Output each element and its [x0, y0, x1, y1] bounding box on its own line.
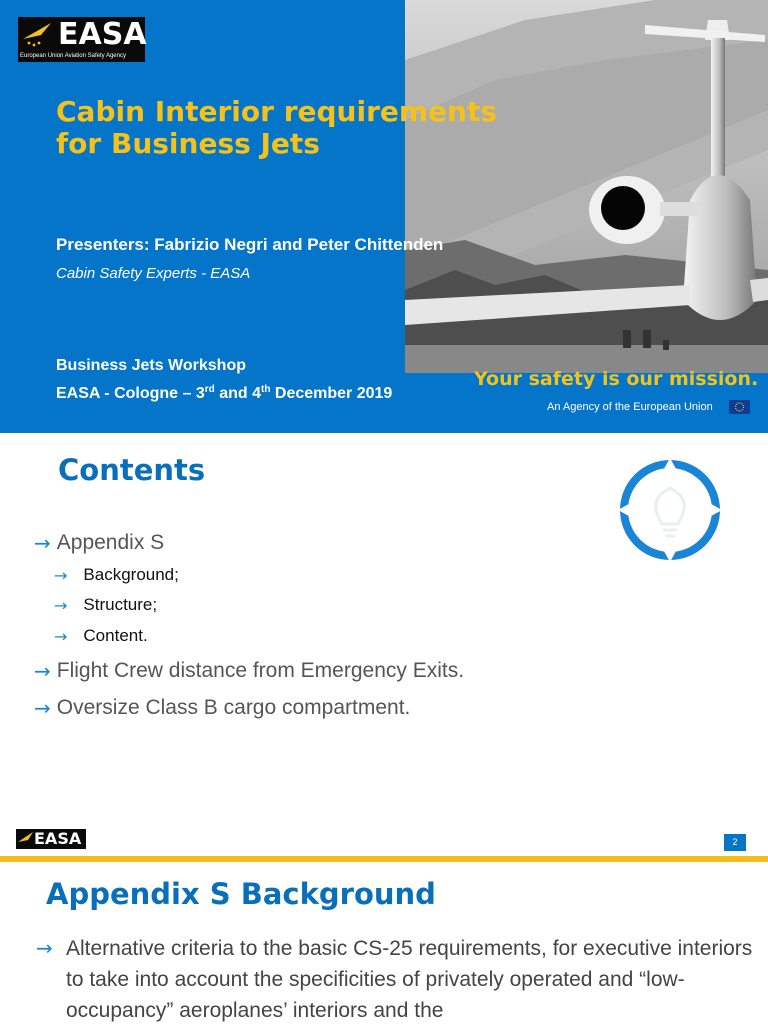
arrow-right-icon: →	[34, 531, 51, 555]
background-slide	[0, 863, 768, 1024]
arrow-right-icon: →	[34, 659, 51, 683]
list-item-text: Oversize Class B cargo compartment.	[56, 696, 411, 719]
footer-logo-text: EASA	[34, 829, 82, 848]
list-item-text: Flight Crew distance from Emergency Exits.	[56, 659, 465, 682]
list-item	[34, 659, 464, 683]
contents-slide	[0, 433, 768, 858]
experts-line: Cabin Safety Experts - EASA	[56, 265, 251, 282]
arrow-right-icon: →	[36, 936, 53, 960]
title-slide	[0, 0, 768, 433]
lightbulb-icon	[618, 458, 722, 562]
agency-line: An Agency of the European Union	[547, 401, 713, 413]
list-item-text: Content.	[83, 626, 148, 645]
list-item-text: Appendix S	[56, 531, 165, 554]
slide-title: Contents	[58, 453, 206, 487]
list-item	[54, 595, 157, 615]
easa-wing-icon	[21, 21, 55, 49]
easa-wing-icon	[17, 830, 35, 848]
list-item	[34, 696, 410, 720]
arrow-right-icon: →	[34, 696, 51, 720]
venue-sup-th: th	[261, 384, 271, 395]
page-number: 2	[724, 834, 746, 851]
logo-subtitle: European Union Aviation Safety Agency	[20, 53, 126, 59]
venue-sup-rd: rd	[204, 384, 215, 395]
list-item	[54, 565, 179, 585]
list-item	[34, 531, 164, 555]
presenters-line: Presenters: Fabrizio Negri and Peter Chittenden	[56, 235, 444, 254]
workshop-name: Business Jets Workshop	[56, 357, 246, 374]
logo-wordmark: EASA	[58, 17, 147, 52]
tagline: Your safety is our mission.	[474, 368, 759, 390]
arrow-right-icon: →	[54, 595, 68, 615]
venue-prefix: EASA - Cologne – 3	[56, 385, 205, 402]
eu-flag-icon	[729, 400, 750, 414]
slide-title: Appendix S Background	[46, 877, 436, 911]
list-item-text: Structure;	[83, 595, 158, 614]
list-item-text: Background;	[83, 565, 179, 584]
presentation-title: Cabin Interior requirements for Business Jets	[56, 95, 498, 160]
venue-date	[56, 385, 392, 403]
venue-mid: and 4	[214, 385, 261, 402]
footer-easa-logo	[16, 829, 86, 849]
body-paragraph	[36, 933, 756, 1024]
arrow-right-icon: →	[54, 626, 68, 646]
venue-suffix: December 2019	[270, 385, 393, 402]
body-text: Alternative criteria to the basic CS-25 requirements, for executive interiors to take into account the specificities of privately operated and “low-occupancy” aeroplanes’ interiors and the	[66, 937, 753, 1022]
easa-logo	[18, 17, 145, 62]
slide-divider	[0, 856, 768, 862]
business-jet-photo	[405, 0, 768, 373]
arrow-right-icon: →	[54, 565, 68, 585]
list-item	[54, 626, 148, 646]
